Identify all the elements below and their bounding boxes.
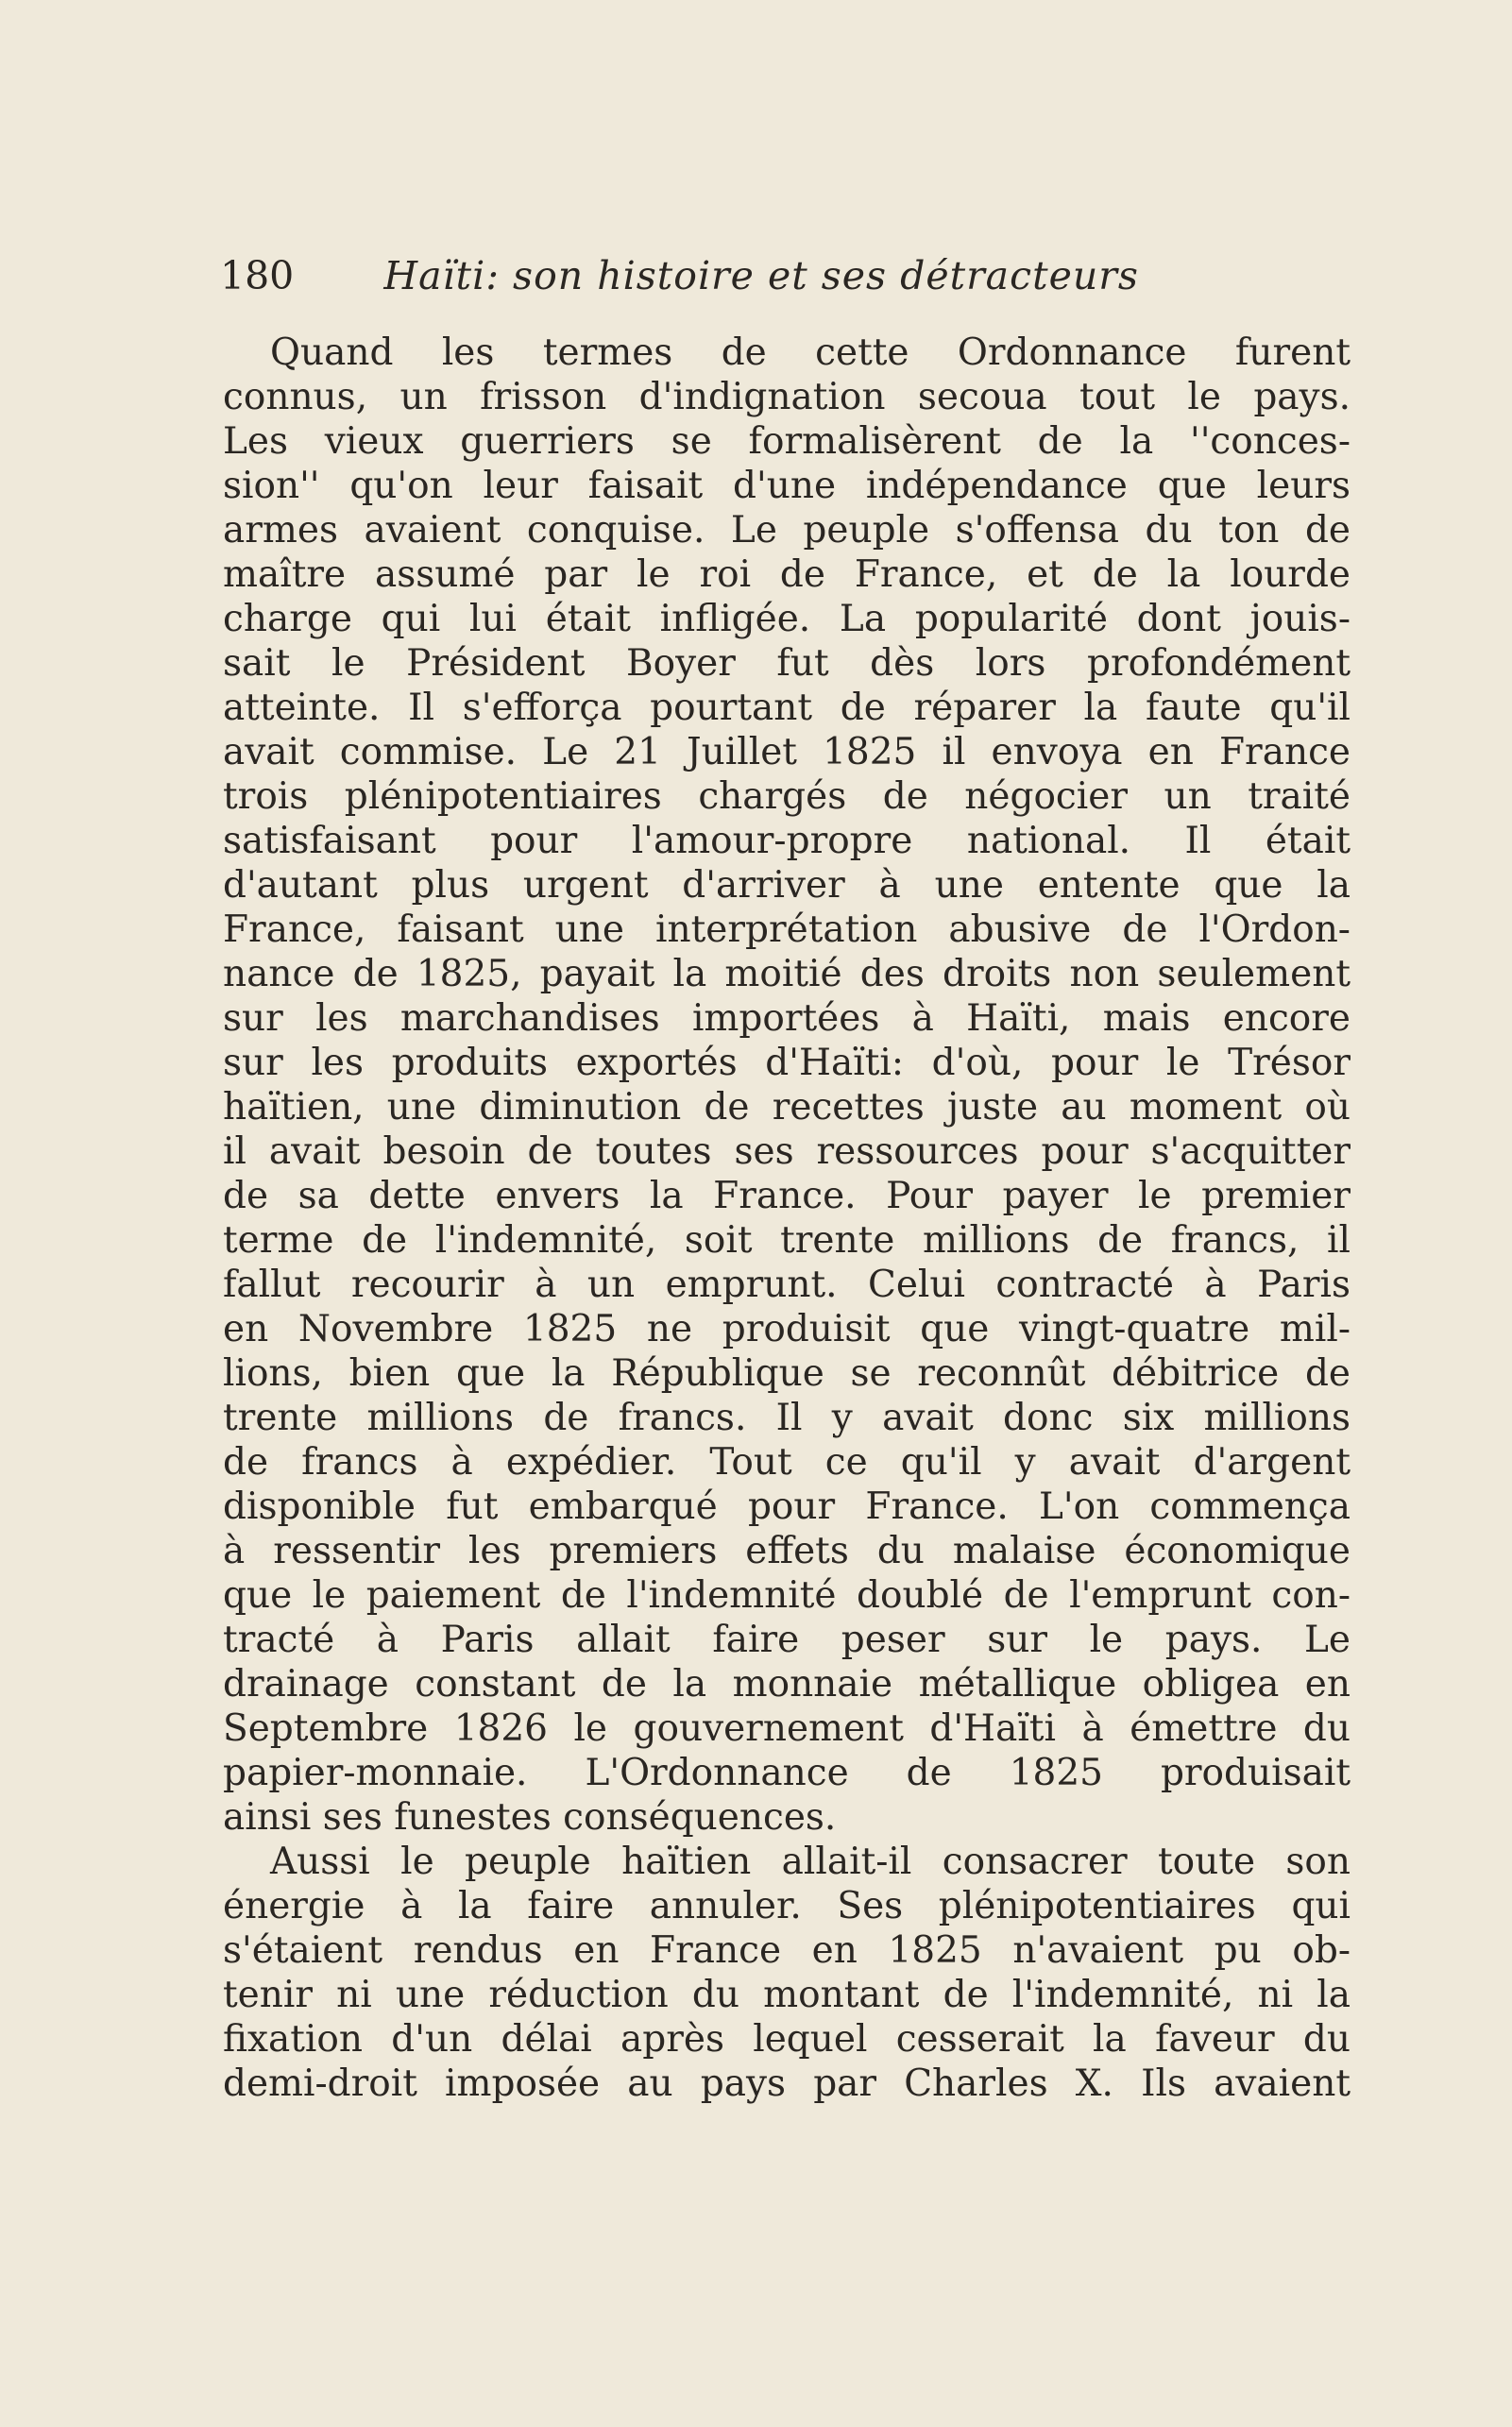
text-line: maître assumé par le roi de France, et de la lourde bbox=[223, 553, 1351, 596]
text-line: drainage constant de la monnaie métallique obligea en bbox=[223, 1663, 1351, 1706]
text-line: armes avaient conquise. Le peuple s'offensa du ton de bbox=[223, 509, 1351, 552]
text-line: fallut recourir à un emprunt. Celui contracté à Paris bbox=[223, 1264, 1351, 1306]
text-line: que le paiement de l'indemnité doublé de l'emprunt con- bbox=[223, 1574, 1351, 1617]
page-number: 180 bbox=[220, 253, 295, 298]
text-line: sion'' qu'on leur faisait d'une indépendance que leurs bbox=[223, 465, 1351, 507]
text-line: s'étaient rendus en France en 1825 n'avaient pu ob- bbox=[223, 1929, 1351, 1972]
body-text bbox=[223, 331, 1351, 2106]
running-title: Haïti: son histoire et ses détracteurs bbox=[383, 253, 1139, 298]
text-line: en Novembre 1825 ne produisit que vingt-quatre mil- bbox=[223, 1308, 1351, 1350]
text-line: d'autant plus urgent d'arriver à une entente que la bbox=[223, 864, 1351, 907]
text-line: énergie à la faire annuler. Ses plénipotentiaires qui bbox=[223, 1885, 1351, 1927]
text-line: satisfaisant pour l'amour-propre national. Il était bbox=[223, 820, 1351, 862]
text-line: trois plénipotentiaires chargés de négocier un traité bbox=[223, 775, 1351, 818]
text-line: nance de 1825, payait la moitié des droits non seulement bbox=[223, 953, 1351, 995]
text-line: il avait besoin de toutes ses ressources pour s'acquitter bbox=[223, 1130, 1351, 1173]
text-line: avait commise. Le 21 Juillet 1825 il envoya en France bbox=[223, 731, 1351, 773]
page-header bbox=[220, 247, 1164, 304]
text-line: France, faisant une interprétation abusive de l'Ordon- bbox=[223, 908, 1351, 951]
text-line: Quand les termes de cette Ordonnance furent bbox=[270, 331, 1351, 374]
text-line: tenir ni une réduction du montant de l'indemnité, ni la bbox=[223, 1974, 1351, 2016]
text-line: atteinte. Il s'efforça pourtant de réparer la faute qu'il bbox=[223, 687, 1351, 729]
text-line: papier-monnaie. L'Ordonnance de 1825 produisait bbox=[223, 1752, 1351, 1794]
text-line: ainsi ses funestes conséquences. bbox=[223, 1796, 837, 1839]
text-line: sur les marchandises importées à Haïti, mais encore bbox=[223, 997, 1351, 1040]
text-line: terme de l'indemnité, soit trente millions de francs, il bbox=[223, 1219, 1351, 1262]
text-line: Septembre 1826 le gouvernement d'Haïti à émettre du bbox=[223, 1707, 1351, 1750]
text-line: disponible fut embarqué pour France. L'on commença bbox=[223, 1485, 1351, 1528]
text-line: sait le Président Boyer fut dès lors profondément bbox=[223, 642, 1351, 685]
text-line: lions, bien que la République se reconnût débitrice de bbox=[223, 1352, 1351, 1395]
paragraph bbox=[223, 331, 1351, 1840]
text-line: de francs à expédier. Tout ce qu'il y avait d'argent bbox=[223, 1441, 1351, 1484]
text-line: fixation d'un délai après lequel cesserait la faveur du bbox=[223, 2018, 1351, 2061]
text-line: charge qui lui était infligée. La popularité dont jouis- bbox=[223, 598, 1351, 640]
paragraph bbox=[223, 1840, 1351, 2106]
text-line: tracté à Paris allait faire peser sur le pays. Le bbox=[223, 1619, 1351, 1661]
text-line: haïtien, une diminution de recettes juste au moment où bbox=[223, 1086, 1351, 1129]
text-line: à ressentir les premiers effets du malaise économique bbox=[223, 1530, 1351, 1572]
text-line: trente millions de francs. Il y avait donc six millions bbox=[223, 1397, 1351, 1439]
text-line: connus, un frisson d'indignation secoua tout le pays. bbox=[223, 376, 1351, 418]
text-line: Les vieux guerriers se formalisèrent de la ''conces- bbox=[223, 420, 1351, 463]
text-line: de sa dette envers la France. Pour payer le premier bbox=[223, 1175, 1351, 1217]
text-line: Aussi le peuple haïtien allait-il consacrer toute son bbox=[270, 1841, 1351, 1883]
text-line: demi-droit imposée au pays par Charles X. Ils avaient bbox=[223, 2062, 1351, 2105]
text-line: sur les produits exportés d'Haïti: d'où, pour le Trésor bbox=[223, 1042, 1351, 1084]
